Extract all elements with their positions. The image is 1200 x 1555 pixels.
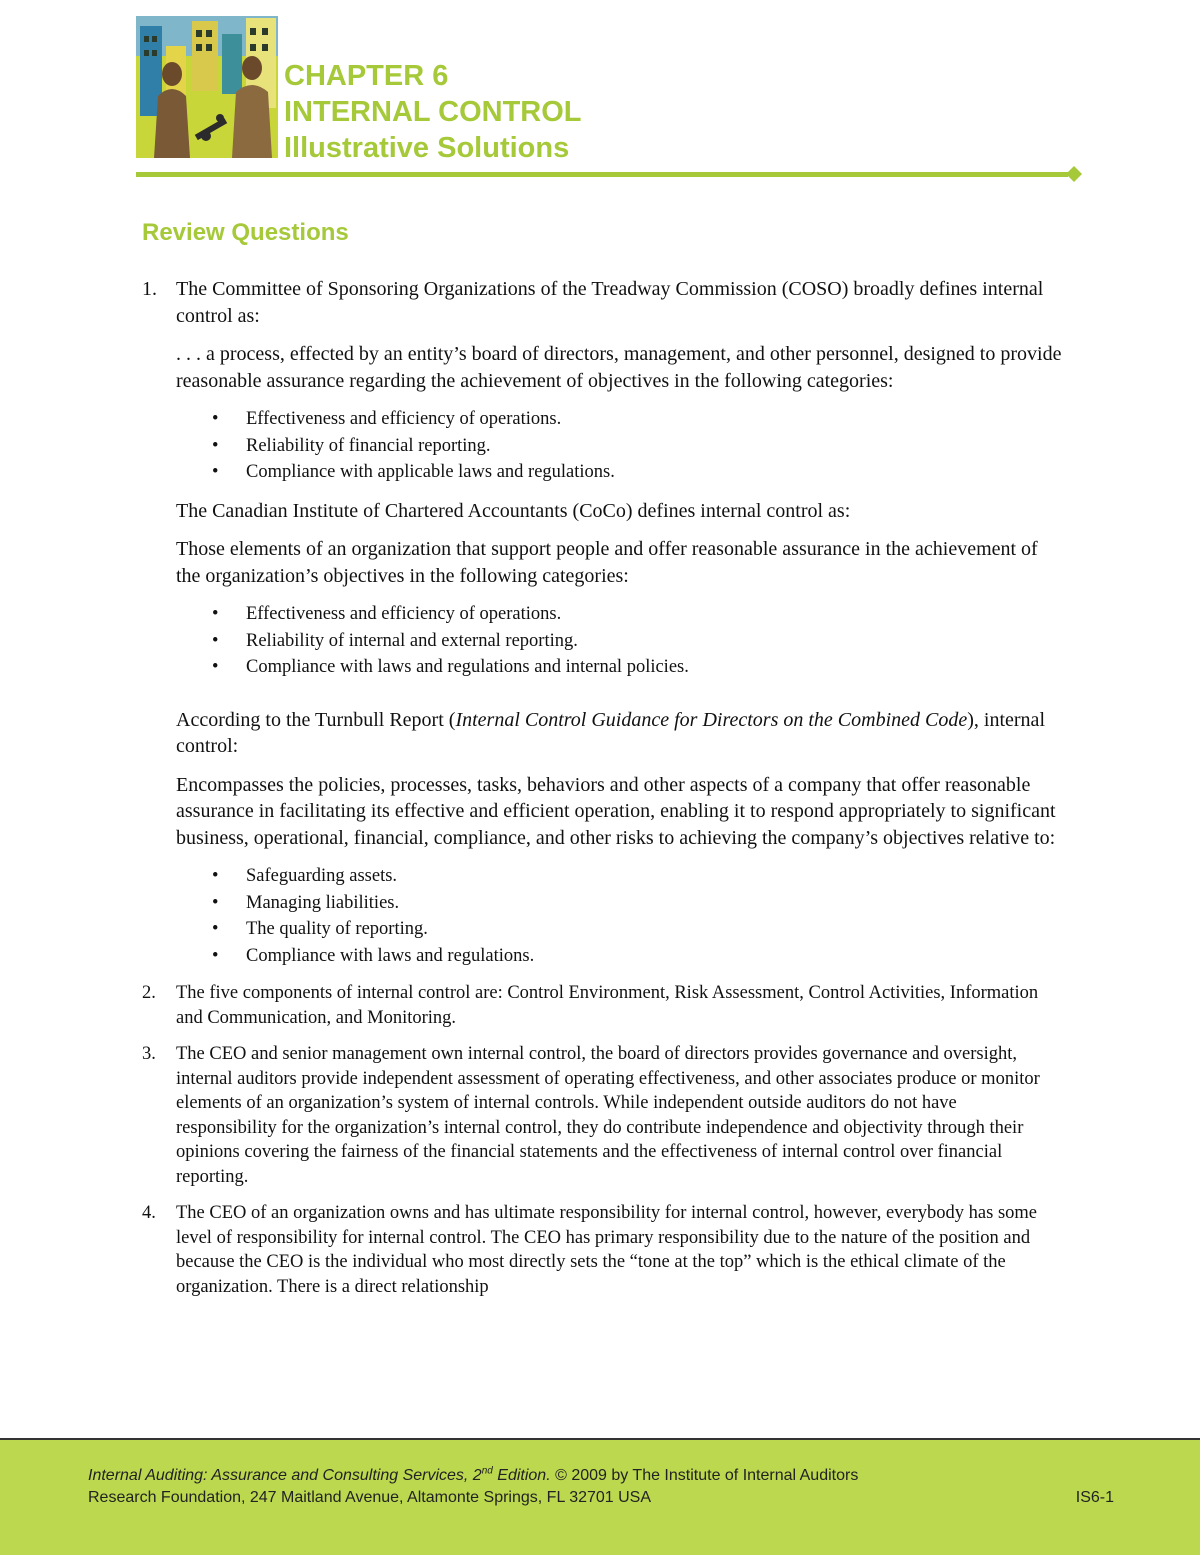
coso-definition: . . . a process, effected by an entity’s board of directors, management, and other personnel, designed to provide reasonable assurance regarding the achievement of objectives in the following categories:	[176, 343, 1062, 392]
book-title: Internal Auditing: Assurance and Consulting Services, 2	[88, 1467, 482, 1484]
edition-word: Edition.	[492, 1467, 551, 1484]
review-questions	[142, 276, 1062, 1311]
question-4	[142, 1201, 1062, 1299]
list-item: • Compliance with applicable laws and regulations.	[246, 459, 1062, 486]
turnbull-definition: Encompasses the policies, processes, tasks, behaviors and other aspects of a company that offer reasonable assurance in facilitating its effective and efficient operation, enabling it to respond appropriately to significant business, operational, financial, compliance, and other risks to achieving the company’s objectives relative to:	[176, 773, 1056, 849]
coco-intro: The Canadian Institute of Chartered Accountants (CoCo) defines internal control as:	[176, 499, 851, 522]
list-item: • The quality of reporting.	[246, 916, 1062, 943]
page-number: IS6-1	[1075, 1489, 1114, 1506]
turnbull-objectives	[176, 863, 1062, 969]
coso-intro: The Committee of Sponsoring Organizations of the Treadway Commission (COSO) broadly defines internal control as:	[176, 278, 1044, 327]
page-footer	[0, 1438, 1200, 1555]
answer-text: The CEO and senior management own internal control, the board of directors provides governance and oversight, internal auditors provide independent assessment of operating effectiveness, and other associates produce or monitor elements of an organization’s system of internal controls. While independent outside auditors do not have responsibility for the organization’s internal control, they do contribute independence and objectivity through their opinions covering the fairness of the financial statements and the effectiveness of internal control over financial reporting.	[176, 1044, 1040, 1187]
turnbull-intro-tail: ), internal control:	[176, 708, 1045, 757]
turnbull-report-title: Internal Control Guidance for Directors on the Combined Code	[455, 708, 968, 731]
question-number: 1.	[142, 278, 157, 300]
question-number: 4.	[142, 1203, 156, 1223]
footer-citation	[88, 1466, 858, 1486]
turnbull-intro	[176, 707, 1062, 760]
chapter-title: INTERNAL CONTROL	[284, 96, 582, 128]
coco-categories	[176, 601, 1062, 681]
copyright-text: © 2009 by The Institute of Internal Auditors	[550, 1467, 859, 1484]
question-2	[142, 981, 1062, 1030]
turnbull-intro-text: According to the Turnbull Report (	[176, 708, 456, 731]
answer-text: The CEO of an organization owns and has ultimate responsibility for internal control, however, everybody has some level of responsibility for internal control. The CEO has primary responsibility due to the nature of the position and because the CEO is the individual who most directly sets the “tone at the top” which is the ethical climate of the organization. There is a direct relationship	[176, 1203, 1038, 1297]
city-figures-illustration	[136, 16, 278, 158]
list-item: • Effectiveness and efficiency of operations.	[246, 406, 1062, 433]
footer-address: Research Foundation, 247 Maitland Avenue, Altamonte Springs, FL 32701 USA	[88, 1489, 652, 1506]
question-number: 2.	[142, 983, 156, 1003]
header-divider	[136, 164, 1082, 184]
list-item: • Effectiveness and efficiency of operations.	[246, 601, 1062, 628]
coco-definition: Those elements of an organization that support people and offer reasonable assurance in the achievement of the organization’s objectives in the following categories:	[176, 538, 1038, 587]
chapter-number: CHAPTER 6	[284, 60, 449, 92]
question-number: 3.	[142, 1044, 156, 1064]
question-1	[142, 276, 1062, 969]
chapter-subtitle: Illustrative Solutions	[284, 132, 570, 164]
chapter-illustration	[136, 16, 278, 158]
question-3	[142, 1042, 1062, 1189]
list-item: • Compliance with laws and regulations.	[246, 943, 1062, 970]
section-heading: Review Questions	[142, 219, 349, 246]
list-item: • Safeguarding assets.	[246, 863, 1062, 890]
coso-categories	[176, 406, 1062, 486]
edition-superscript: nd	[481, 1465, 493, 1477]
list-item: • Reliability of internal and external reporting.	[246, 628, 1062, 655]
chapter-title-block	[284, 58, 582, 166]
list-item: • Reliability of financial reporting.	[246, 433, 1062, 460]
list-item: • Managing liabilities.	[246, 890, 1062, 917]
list-item: • Compliance with laws and regulations and internal policies.	[246, 654, 1062, 681]
answer-text: The five components of internal control are: Control Environment, Risk Assessment, Control Activities, Information and Communication, and Monitoring.	[176, 983, 1039, 1028]
